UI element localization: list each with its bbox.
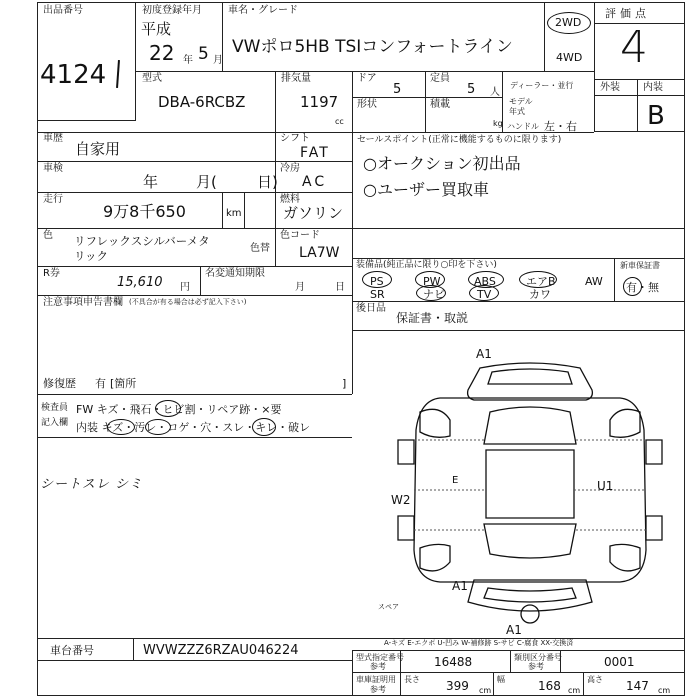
mark-right-door: U1 xyxy=(597,479,614,493)
drive-2wd: 2WD xyxy=(555,16,582,29)
inspector-circle-stain xyxy=(145,419,171,435)
model-value: DBA-6RCBZ xyxy=(158,93,246,111)
inspector-row1: FW キズ・飛石・ヒビ割・リペア跡・×要 xyxy=(76,403,282,416)
width-label: 幅 xyxy=(497,675,505,684)
class-no-value: 0001 xyxy=(604,655,635,669)
aircon-value: AC xyxy=(302,174,328,190)
length-unit: cm xyxy=(479,686,492,695)
equip-ps-circle xyxy=(362,271,392,288)
repair-value: 有 xyxy=(95,377,106,390)
capacity-value: 5 xyxy=(467,82,476,97)
exterior-label: 外装 xyxy=(600,82,620,93)
diagram-legend: A-キズ E-エクボ U-凹み W-補修跡 S-サビ C-腐食 XX-交換済 xyxy=(384,639,574,647)
length-value: 399 xyxy=(446,679,469,693)
spare-label: スペア xyxy=(378,603,399,611)
inspector-row2: 内装 キズ・汚レ・コゲ・穴・スレ・キレ・破レ xyxy=(76,421,311,434)
score-value: 4 xyxy=(620,22,648,73)
color-change-label: 色替 xyxy=(250,243,270,254)
displacement-label: 排気量 xyxy=(281,73,311,84)
inspector-circle-wear xyxy=(252,418,276,436)
memo-text: シートスレ シミ xyxy=(40,477,144,492)
length-label: 長さ xyxy=(404,675,420,684)
car-label: 車名・グレード xyxy=(228,5,298,16)
dealer-label: ディーラー・並行 xyxy=(510,81,574,90)
mileage-unit: km xyxy=(226,208,242,219)
cert-label: 車庫証明用 xyxy=(356,675,396,684)
color-value-2: リック xyxy=(74,249,109,263)
r-ken-unit: 円 xyxy=(180,282,190,293)
mark-left-door: E xyxy=(452,475,459,486)
capacity-unit: 人 xyxy=(490,87,500,98)
color-code: LA7W xyxy=(299,245,340,261)
notice-month-unit: 月 xyxy=(295,282,305,293)
drive-4wd: 4WD xyxy=(556,51,583,64)
mark-left-side: W2 xyxy=(391,493,411,507)
color-code-label: 色コード xyxy=(280,230,320,241)
lot-number: 4124 xyxy=(40,60,107,90)
doors-value: 5 xyxy=(393,82,402,97)
recycle-circle xyxy=(623,277,642,296)
sales-point-1: ○オークション初出品 xyxy=(363,154,521,173)
equip-aw: AW xyxy=(585,275,603,288)
recycle-options: 有・無 xyxy=(626,281,659,294)
history-value: 自家用 xyxy=(75,140,121,158)
load-label: 積載 xyxy=(430,99,450,110)
class-no-label: 類別区分番号 xyxy=(514,653,562,662)
mileage-value: 9万8千650 xyxy=(103,202,186,221)
sales-point-2: ○ユーザー買取車 xyxy=(363,180,489,199)
capacity-label: 定員 xyxy=(430,73,450,84)
notice-label: 名変通知期限 xyxy=(205,268,265,279)
inspector-label1: 検査員 xyxy=(41,403,69,413)
registration-month: 5 xyxy=(198,44,209,64)
model-label: 型式 xyxy=(142,73,162,84)
equip-leather: カワ xyxy=(529,288,551,301)
fuel-value: ガソリン xyxy=(283,204,344,222)
type-no-label: 型式指定番号 xyxy=(356,653,404,662)
repair-close: ] xyxy=(342,377,347,390)
notes-sub: (不具合が有る場合は必ず記入下さい) xyxy=(129,298,247,306)
displacement-value: 1197 xyxy=(300,93,339,111)
interior-label: 内装 xyxy=(643,82,663,93)
registration-year: 22 xyxy=(149,41,175,65)
equipment-label: 装備品(純正品に限り○印を下さい) xyxy=(356,260,497,270)
car-name: VWポロ5HB TSIコンフォートライン xyxy=(232,37,513,57)
lot-label: 出品番号 xyxy=(43,5,83,16)
cert-sub: 参考 xyxy=(370,685,386,694)
aircon-label: 冷房 xyxy=(280,163,300,174)
after-value: 保証書・取説 xyxy=(396,311,469,325)
height-unit: cm xyxy=(658,686,671,695)
sales-points-label: セールスポイント(正常に機能するものに限ります) xyxy=(357,135,562,145)
type-no-sub: 参考 xyxy=(370,662,386,671)
equip-abs: ABS xyxy=(474,275,496,288)
body-shape-label: 形状 xyxy=(357,99,377,110)
registration-era: 平成 xyxy=(141,20,172,38)
height-label: 高さ xyxy=(587,675,603,684)
model-year-label1: モデル xyxy=(509,97,533,106)
car-diagram xyxy=(380,340,680,640)
inspection-day-unit: 日) xyxy=(257,173,278,191)
mark-left-rear: A1 xyxy=(452,579,468,593)
vin-label: 車台番号 xyxy=(50,644,94,657)
registration-year-unit: 年 xyxy=(183,55,193,66)
fuel-label: 燃料 xyxy=(280,194,300,205)
equip-sr: SR xyxy=(370,288,385,301)
notes-label: 注意事項申告書欄 xyxy=(43,297,123,308)
score-label: 評価点 xyxy=(605,7,650,20)
equip-pw: PW xyxy=(423,275,441,288)
inspection-label: 車検 xyxy=(43,163,63,174)
shift-label: シフト xyxy=(280,133,310,144)
inspector-circle-stone xyxy=(155,400,181,417)
inspection-month-unit: 月( xyxy=(196,173,217,191)
notice-day-unit: 日 xyxy=(335,282,345,293)
inspector-label2: 記入欄 xyxy=(41,418,69,428)
shift-value: FAT xyxy=(300,145,330,161)
interior-value: B xyxy=(647,101,665,131)
model-year-label2: 年式 xyxy=(509,107,525,116)
after-label: 後日品 xyxy=(356,303,386,314)
r-ken-value: 15,610 xyxy=(117,275,163,290)
equip-navi-circle xyxy=(416,285,446,301)
color-label: 色 xyxy=(43,230,53,241)
equip-navi: ナビ xyxy=(423,288,445,301)
handle-value: 左・右 xyxy=(544,120,577,133)
r-ken-label: R券 xyxy=(43,268,60,279)
load-unit: kg xyxy=(493,119,503,128)
equip-tv-circle xyxy=(469,285,499,301)
width-unit: cm xyxy=(568,686,581,695)
mark-rear: A1 xyxy=(506,623,522,637)
history-label: 車歴 xyxy=(43,133,63,144)
height-value: 147 xyxy=(626,679,649,693)
registration-month-unit: 月 xyxy=(213,55,223,66)
width-value: 168 xyxy=(538,679,561,693)
equip-airbag: エアB xyxy=(526,275,556,288)
class-no-sub: 参考 xyxy=(528,662,544,671)
repair-bracket: [箇所 xyxy=(110,377,137,390)
equip-tv: TV xyxy=(477,288,492,301)
color-value-1: リフレックスシルバーメタ xyxy=(74,234,210,248)
recycle-label: 新車保証書 xyxy=(620,261,660,270)
displacement-unit: cc xyxy=(335,117,344,126)
repair-label: 修復歴 xyxy=(43,377,76,390)
equip-ps: PS xyxy=(370,275,384,288)
equip-airbag-circle xyxy=(519,271,557,288)
vin-value: WVWZZZ6RZAU046224 xyxy=(143,643,299,658)
mileage-label: 走行 xyxy=(43,194,63,205)
inspection-year-unit: 年 xyxy=(143,173,159,191)
handle-label: ハンドル xyxy=(507,122,539,131)
registration-label: 初度登録年月 xyxy=(142,5,202,16)
doors-label: ドア xyxy=(357,73,377,84)
mark-front: A1 xyxy=(476,347,492,361)
type-no-value: 16488 xyxy=(434,655,473,669)
inspector-circle-scratch xyxy=(107,419,135,435)
